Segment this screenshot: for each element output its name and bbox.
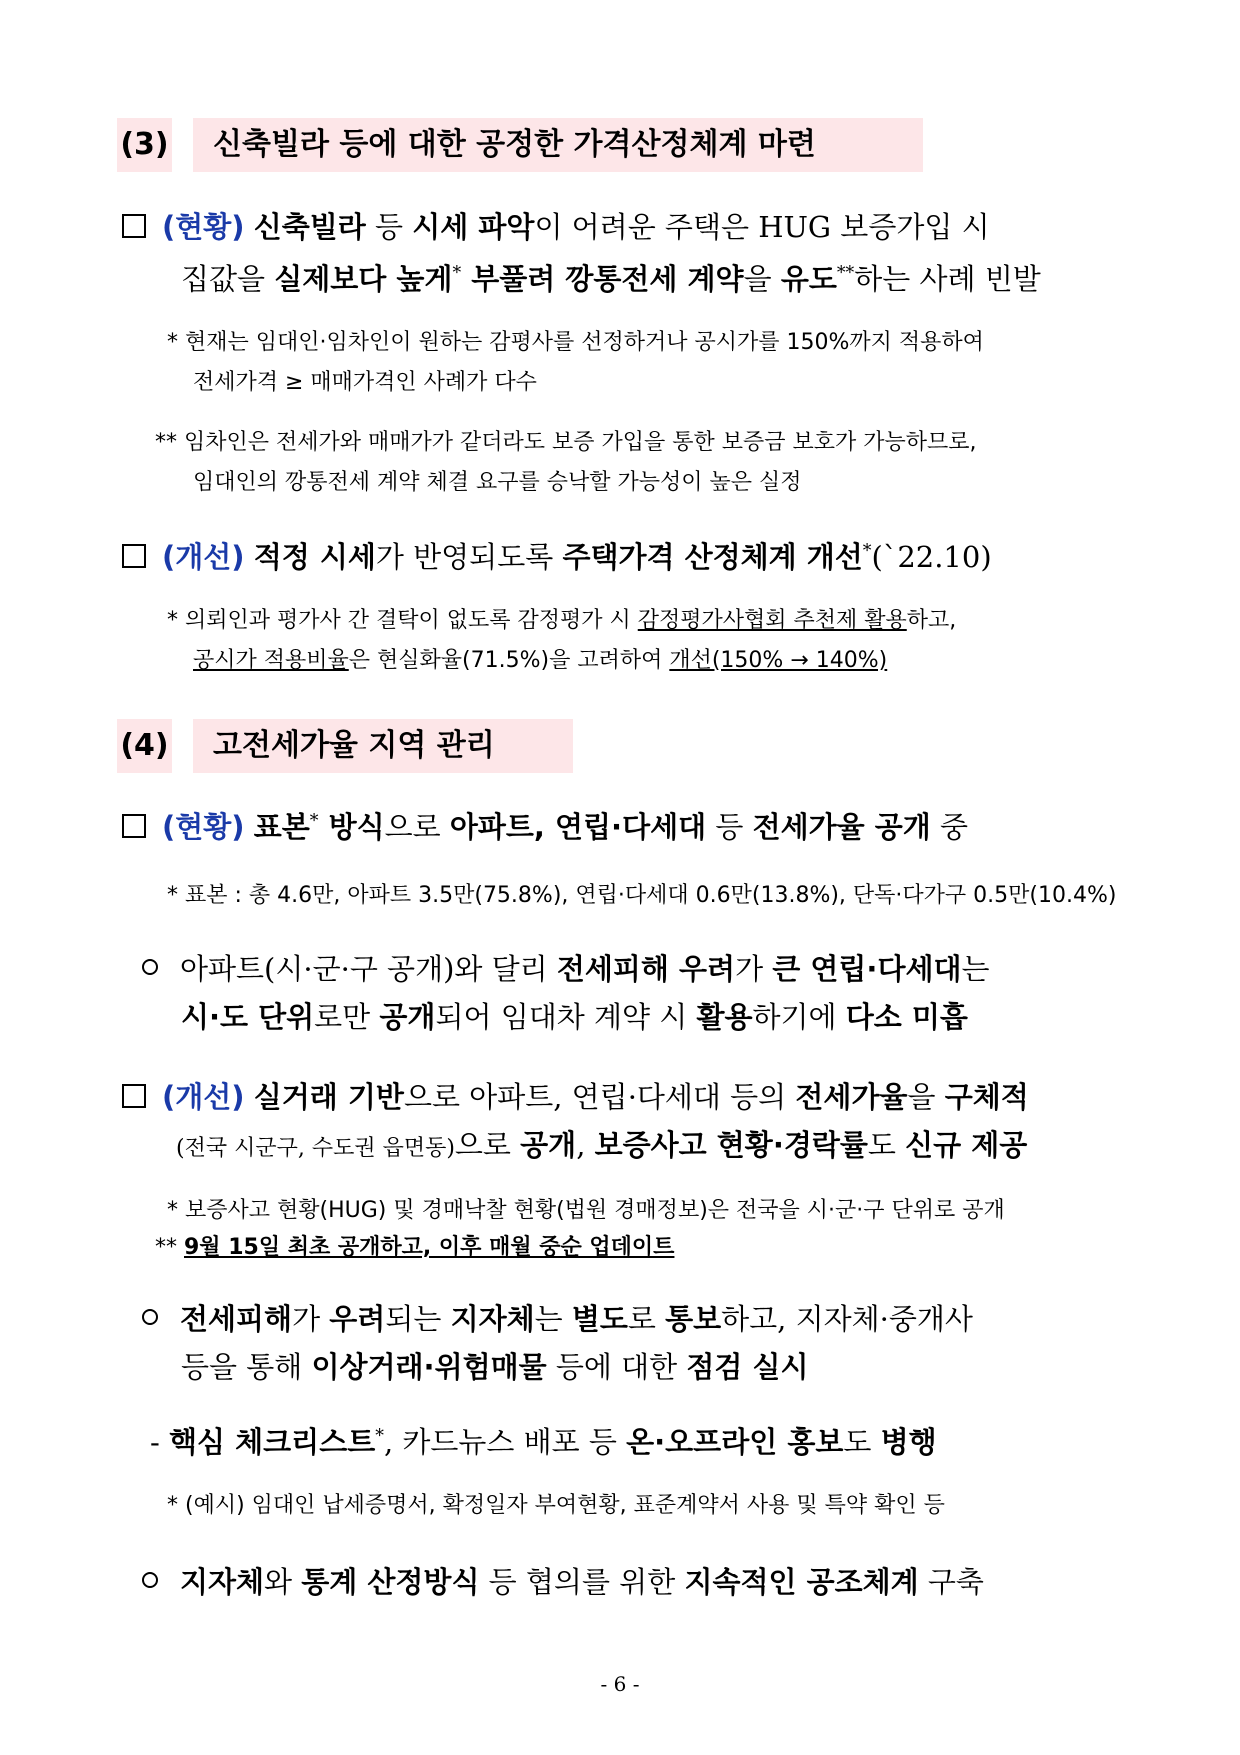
s4-improve-line2 (176, 1123, 1027, 1164)
text-run: 집값을 (181, 262, 275, 296)
square-bullet-icon (122, 544, 146, 568)
s3-status-line2 (181, 257, 1041, 298)
text-run: (`22.10) (871, 540, 992, 574)
square-bullet-icon (122, 214, 146, 238)
s4-note3 (155, 1230, 674, 1261)
text-run: 지자체 (180, 1565, 265, 1599)
square-bullet-icon (122, 1084, 146, 1108)
s4-circle1-line2 (181, 995, 968, 1036)
text-run: 적정 시세 (253, 540, 376, 574)
text-run: 와 (264, 1565, 302, 1599)
s3-note1-line2: 전세가격 ≥ 매매가격인 사례가 다수 (193, 370, 537, 395)
text-run: 으로 아파트, 연립·다세대 등의 (403, 1080, 796, 1114)
note3-text: 9월 15일 최초 공개하고, 이후 매월 중순 업데이트 (184, 1235, 675, 1260)
text-run: 등을 통해 (181, 1350, 312, 1384)
page-number: - 6 - (600, 1672, 640, 1696)
text-run: 하기에 (752, 1000, 846, 1034)
text-run: 로 (627, 1302, 666, 1336)
section-3-title: 신축빌라 등에 대한 공정한 가격산정체계 마련 (193, 118, 923, 172)
text-run: 중 (930, 810, 968, 844)
text-run: 활용 (696, 1000, 753, 1034)
s4-status-line1 (122, 805, 968, 846)
text-run: * (309, 811, 319, 832)
section-4-number: (4) (117, 719, 172, 773)
text-run: 점검 실시 (686, 1350, 809, 1384)
text-run: 실거래 기반 (253, 1080, 404, 1114)
s3-note1-line1: * 현재는 임대인·임차인이 원하는 감평사를 선정하거나 공시가를 150%까지 적용하여 (167, 330, 984, 355)
s4-circle2-line1 (142, 1297, 973, 1338)
text-run: 지자체 (450, 1302, 535, 1336)
text-run: 아파트, 연립·다세대 (449, 810, 707, 844)
s4-circle3-line (142, 1560, 984, 1601)
s3-note3-line1 (167, 603, 956, 634)
s4-circle1-line1 (142, 947, 990, 988)
text-run: 전세가율 공개 (752, 810, 931, 844)
s4-note1: * 표본 : 총 4.6만, 아파트 3.5만(75.8%), 연립·다세대 0.6만(13.8%), 단독·다가구 0.5만(10.4%) (167, 883, 1117, 908)
status-tag: (현황) (162, 810, 245, 844)
text-run: 큰 연립·다세대 (772, 952, 962, 986)
text-run: 전세피해 우려 (556, 952, 736, 986)
circle-bullet-icon (142, 1572, 158, 1588)
s3-status-line1 (122, 205, 990, 246)
note-prefix: ** (155, 1235, 177, 1260)
text-run: 아파트(시·군·구 공개)와 달리 (180, 952, 557, 986)
text-run: 등 (706, 810, 753, 844)
text-run: 온·오프라인 홍보 (626, 1425, 844, 1459)
text-run: 개선(150% → 140%) (669, 648, 888, 673)
text-run: 도 (867, 1128, 906, 1162)
text-run: 이 어려운 주택은 HUG 보증가입 시 (534, 210, 990, 244)
text-run: 되는 (385, 1302, 451, 1336)
text-run: 핵심 체크리스트 (169, 1425, 376, 1459)
circle-bullet-icon (142, 959, 158, 975)
s4-dash-line (150, 1420, 937, 1461)
text-run: 등 (365, 210, 413, 244)
s4-circle2-line2 (181, 1345, 809, 1386)
text-run: 이상거래·위험매물 (311, 1350, 547, 1384)
text-run: 표본 (253, 810, 310, 844)
text-run: 전세피해 (180, 1302, 293, 1336)
text-run: * (375, 1426, 384, 1447)
improve-tag: (개선) (162, 1080, 245, 1114)
text-run: * 의뢰인과 평가사 간 결탁이 없도록 감정평가 시 (167, 608, 638, 633)
text-run: (전국 시군구, 수도권 읍면동) (176, 1136, 455, 1161)
text-run (245, 210, 254, 244)
s4-improve-line1 (122, 1075, 1029, 1116)
text-run: 등에 대한 (546, 1350, 687, 1384)
text-run: 신축빌라 (253, 210, 366, 244)
section-4-title: 고전세가율 지역 관리 (193, 719, 573, 773)
text-run: , (576, 1128, 595, 1162)
text-run (245, 810, 254, 844)
section-3-number: (3) (117, 118, 172, 172)
improve-tag: (개선) (162, 540, 245, 574)
text-run: 부풀려 깡통전세 계약 (461, 262, 744, 296)
s3-note3-line2 (193, 643, 887, 674)
text-run: 공개 (379, 1000, 436, 1034)
text-run: 공시가 적용비율 (193, 648, 349, 673)
text-run: * (452, 263, 462, 284)
text-run: 으로 (454, 1128, 521, 1162)
text-run: 으로 (384, 810, 450, 844)
square-bullet-icon (122, 814, 146, 838)
text-run: * (862, 541, 872, 562)
circle-bullet-icon (142, 1309, 158, 1325)
text-run: 병행 (880, 1425, 937, 1459)
text-run: 지속적인 공조체계 (684, 1565, 919, 1599)
text-run: 은 현실화율(71.5%)을 고려하여 (348, 648, 670, 673)
text-run: 통보 (665, 1302, 722, 1336)
text-run: 실제보다 높게 (274, 262, 453, 296)
text-run: 등 협의를 위한 (479, 1565, 685, 1599)
text-run: 구축 (918, 1565, 984, 1599)
text-run: 을 (743, 262, 781, 296)
text-run: ** (836, 263, 855, 284)
text-run: - (150, 1425, 170, 1459)
text-run: 신규 제공 (905, 1128, 1028, 1162)
text-run: 는 (961, 952, 990, 986)
text-run: 는 (534, 1302, 572, 1336)
s3-note2-line2: 임대인의 깡통전세 계약 체결 요구를 승낙할 가능성이 높은 실정 (193, 470, 802, 495)
text-run: 시세 파악 (412, 210, 535, 244)
text-run: 가 반영되도록 (375, 540, 563, 574)
text-run: 가 (735, 952, 773, 986)
s3-note2-line1: ** 임차인은 전세가와 매매가가 같더라도 보증 가입을 통한 보증금 보호가 가능하므로, (155, 430, 977, 455)
text-run: 하고, 지자체·중개사 (721, 1302, 973, 1336)
text-run: 방식 (318, 810, 385, 844)
text-run: 전세가율 (795, 1080, 908, 1114)
text-run: 감정평가사협회 추천제 활용 (637, 608, 907, 633)
text-run: 시·도 단위 (181, 1000, 315, 1034)
text-run: 로만 (314, 1000, 380, 1034)
text-run: 별도 (571, 1302, 628, 1336)
text-run (245, 540, 254, 574)
text-run: 보증사고 현황·경락률 (594, 1128, 868, 1162)
text-run: 통계 산정방식 (301, 1565, 480, 1599)
text-run: 유도 (780, 262, 837, 296)
text-run: 우려 (329, 1302, 386, 1336)
text-run: , 카드뉴스 배포 등 (383, 1425, 627, 1459)
text-run: 가 (292, 1302, 330, 1336)
text-run (245, 1080, 254, 1114)
text-run: 구체적 (944, 1080, 1029, 1114)
s4-note2: * 보증사고 현황(HUG) 및 경매낙찰 현황(법원 경매정보)은 전국을 시·군·구 단위로 공개 (167, 1198, 1005, 1223)
text-run: 도 (843, 1425, 881, 1459)
text-run: 주택가격 산정체계 개선 (562, 540, 863, 574)
text-run: 하는 사례 빈발 (854, 262, 1041, 296)
status-tag: (현황) (162, 210, 245, 244)
text-run: 을 (907, 1080, 945, 1114)
text-run: 되어 임대차 계약 시 (435, 1000, 697, 1034)
s4-note4: * (예시) 임대인 납세증명서, 확정일자 부여현황, 표준계약서 사용 및 특약 확인 등 (167, 1493, 945, 1518)
s3-improve-line1 (122, 535, 992, 576)
text-run: 공개 (520, 1128, 577, 1162)
text-run: 다소 미흡 (845, 1000, 968, 1034)
text-run: 하고, (906, 608, 957, 633)
